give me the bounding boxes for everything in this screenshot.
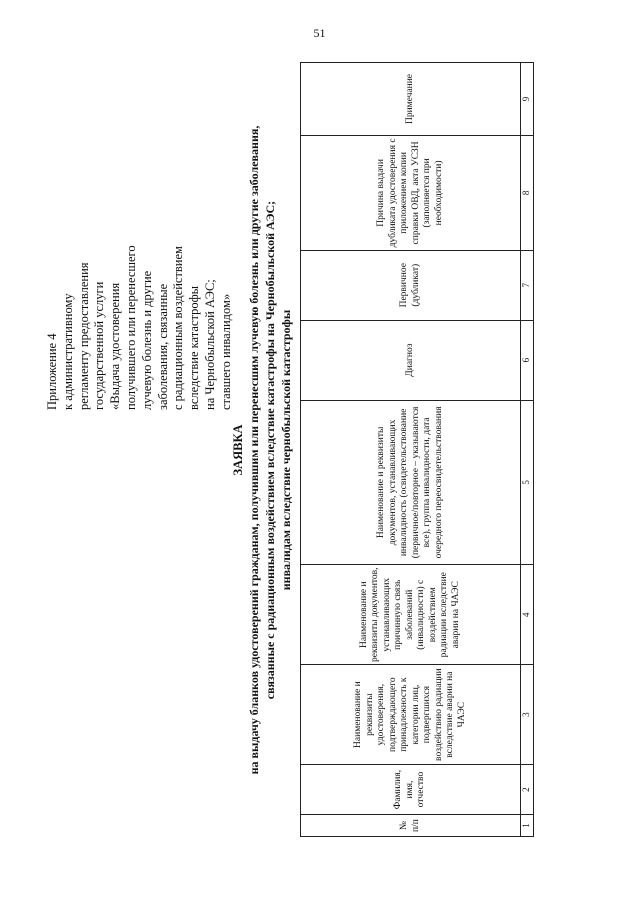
appendix-line: на Чернобыльской АЭС; bbox=[202, 279, 217, 410]
appendix-line: заболевания, связанные bbox=[155, 283, 170, 410]
column-number-cell: 8 bbox=[521, 136, 534, 251]
header-cell: Наименование и реквизиты удостоверения, подтверждающего принадлежность к категории лиц, подвергшихся воздействию радиации вследствие аварии на ЧАЭС bbox=[301, 665, 521, 765]
header-cell: Наименование и реквизиты документов, устанавливающих причинную связь заболеваний (инвалидности) с воздействием радиации вследствие аварии на ЧАЭС bbox=[301, 565, 521, 665]
appendix-line: лучевую болезнь и другие bbox=[139, 270, 154, 410]
header-cell: Фамилия, имя, отчество bbox=[301, 765, 521, 815]
appendix-line: получившего или перенесшего bbox=[123, 245, 138, 410]
title-line: связанные с радиационным воздействием вследствие катастрофы на Чернобыльской АЭС; bbox=[263, 200, 277, 700]
header-cell: № п/п bbox=[301, 815, 521, 837]
column-number-cell: 2 bbox=[521, 765, 534, 815]
title-main: ЗАЯВКА bbox=[231, 424, 245, 476]
appendix-line: ставшего инвалидом» bbox=[218, 293, 233, 410]
column-number-cell: 3 bbox=[521, 665, 534, 765]
title-line: инвалидам вследствие чернобыльской катастрофы bbox=[279, 309, 293, 591]
column-number-cell: 4 bbox=[521, 565, 534, 665]
appendix-line: к административному bbox=[60, 293, 75, 410]
landscape-content bbox=[35, 55, 595, 845]
header-cell: Наименование и реквизиты документов, устанавливающих инвалидность (освидетельствование (первичное/повторное – указываются все), группа инвалидности, дата очередного переосвидетельствования bbox=[301, 400, 521, 565]
header-cell: Диагноз bbox=[301, 320, 521, 400]
table-header-row bbox=[301, 63, 521, 837]
appendix-line: вследствие катастрофы bbox=[187, 285, 202, 410]
appendix-line: Приложение 4 bbox=[45, 333, 59, 410]
column-number-row bbox=[521, 63, 534, 837]
page-number: 51 bbox=[313, 26, 326, 40]
appendix-line: регламенту предоставления bbox=[76, 262, 91, 410]
column-number-cell: 5 bbox=[521, 400, 534, 565]
appendix-line: «Выдача удостоверения bbox=[108, 282, 123, 410]
column-number-cell: 7 bbox=[521, 250, 534, 320]
appendix-line: с радиационным воздействием bbox=[171, 246, 186, 410]
document-title bbox=[230, 55, 294, 845]
header-cell: Первичное (дубликат) bbox=[301, 250, 521, 320]
application-table bbox=[300, 62, 534, 837]
column-number-cell: 9 bbox=[521, 63, 534, 136]
appendix-line: государственной услуги bbox=[92, 281, 107, 410]
header-cell: Примечание bbox=[301, 63, 521, 136]
column-number-cell: 6 bbox=[521, 320, 534, 400]
header-cell: Причина выдачи дубликата удостоверения с приложением копии справки ОВД, акта УСЗН (заполняется при необходимости) bbox=[301, 136, 521, 251]
title-line: на выдачу бланков удостоверений гражданам, получившим или перенесшим лучевую болезнь или другие заболевания, bbox=[247, 125, 261, 775]
column-number-cell: 1 bbox=[521, 815, 534, 837]
appendix-note bbox=[45, 185, 235, 410]
